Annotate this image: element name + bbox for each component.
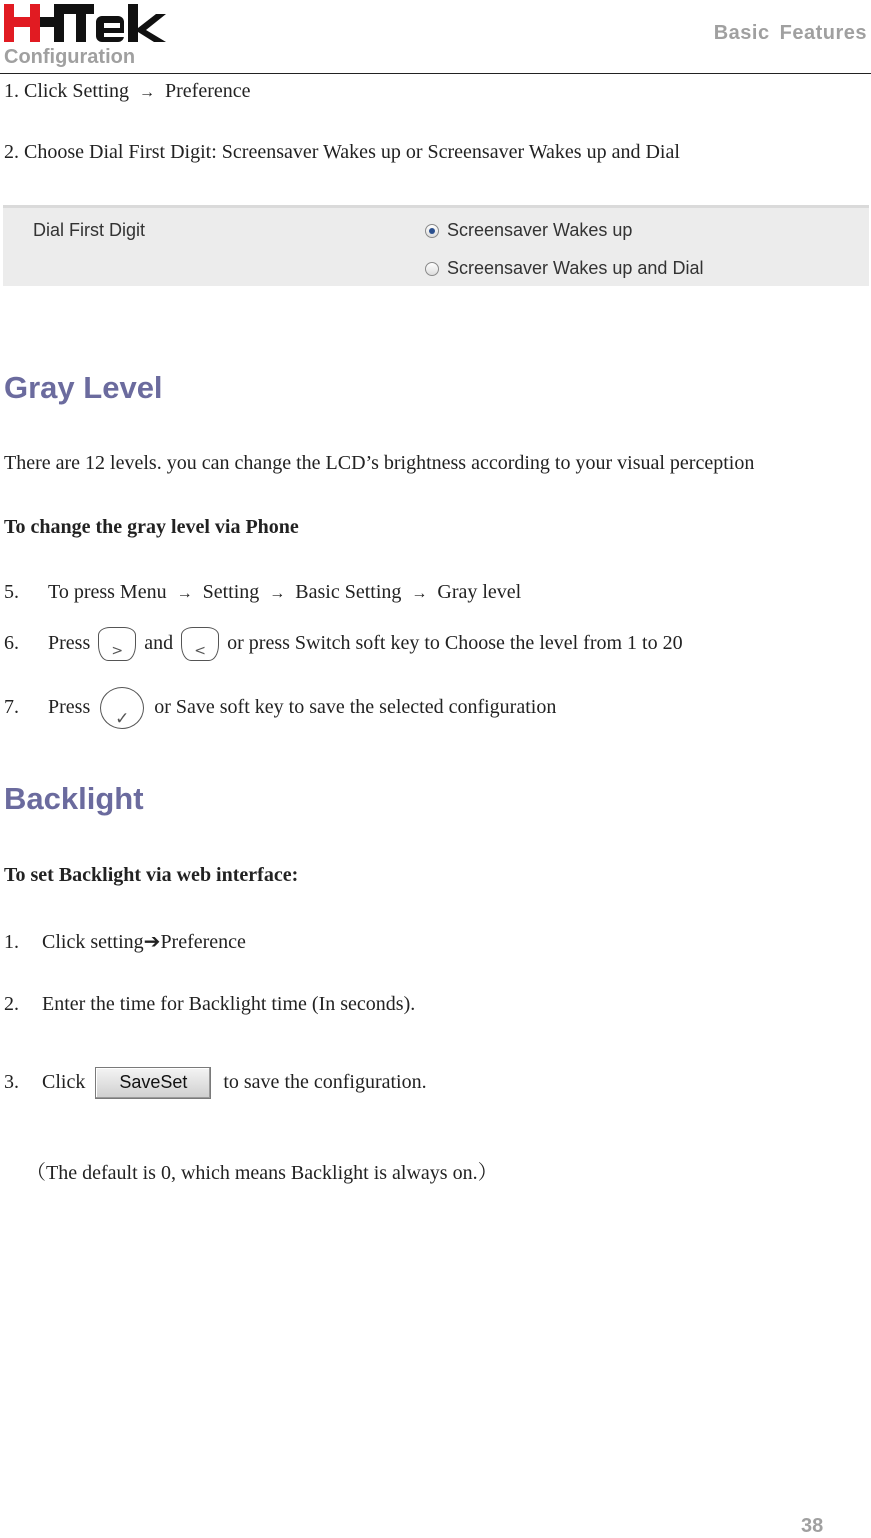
arrow-icon: → bbox=[139, 84, 155, 101]
gray-level-heading: Gray Level bbox=[4, 370, 163, 405]
backlight-step-3: 3. Click SaveSet to save the configuration. bbox=[4, 1064, 427, 1100]
step-choose-dial-first-digit: 2. Choose Dial First Digit: Screensaver Wakes up or Screensaver Wakes up and Dial bbox=[4, 141, 680, 163]
backlight-step-2: 2. Enter the time for Backlight time (In seconds). bbox=[4, 993, 416, 1015]
arrow-icon: → bbox=[176, 585, 193, 602]
gray-level-step-7: 7. Press ✓ or Save soft key to save the selected configuration bbox=[4, 684, 556, 730]
ok-key-icon: ✓ bbox=[100, 687, 144, 729]
header-divider bbox=[0, 73, 871, 74]
document-section-title: Basic Features bbox=[713, 22, 867, 44]
backlight-default-note: （The default is 0, which means Backlight is always on.） bbox=[26, 1162, 498, 1184]
radio-unselected-icon[interactable] bbox=[425, 262, 439, 276]
backlight-subheading: To set Backlight via web interface: bbox=[4, 864, 299, 886]
option-screensaver-wakes-up-and-dial[interactable]: Screensaver Wakes up and Dial bbox=[425, 258, 703, 279]
saveset-button[interactable]: SaveSet bbox=[95, 1067, 211, 1099]
step-click-setting: 1. Click Setting → Preference bbox=[4, 80, 251, 102]
page-number: 38 bbox=[801, 1515, 824, 1537]
arrow-right-icon: ➔ bbox=[143, 931, 161, 953]
arrow-icon: → bbox=[269, 585, 286, 602]
gray-level-subheading: To change the gray level via Phone bbox=[4, 516, 299, 538]
option-screensaver-wakes-up[interactable]: Screensaver Wakes up bbox=[425, 220, 632, 241]
dial-first-digit-label: Dial First Digit bbox=[33, 220, 146, 240]
dial-first-digit-panel bbox=[3, 205, 869, 286]
radio-selected-icon[interactable] bbox=[425, 224, 439, 238]
left-key-icon: < bbox=[181, 627, 219, 661]
gray-level-intro: There are 12 levels. you can change the LCD’s brightness according to your visual perception bbox=[4, 452, 755, 474]
document-chapter-title: Configuration bbox=[4, 46, 136, 68]
gray-level-step-6: 6. Press > and < or press Switch soft key to Choose the level from 1 to 20 bbox=[4, 623, 683, 663]
backlight-step-1: 1. Click setting➔Preference bbox=[4, 931, 246, 953]
backlight-heading: Backlight bbox=[4, 781, 144, 816]
gray-level-step-5: 5. To press Menu → Setting → Basic Setting → Gray level bbox=[4, 581, 522, 603]
htek-logo bbox=[4, 2, 192, 44]
arrow-icon: → bbox=[411, 585, 428, 602]
right-key-icon: > bbox=[98, 627, 136, 661]
